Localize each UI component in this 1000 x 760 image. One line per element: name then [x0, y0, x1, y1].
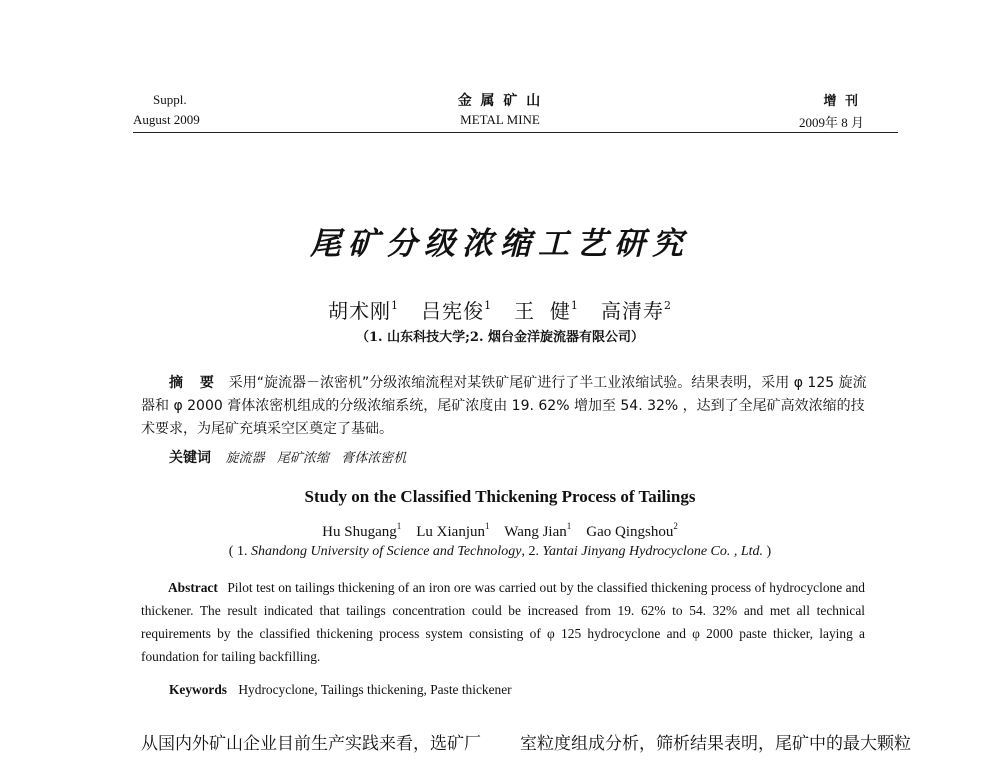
- author-affiliation-mark: 1: [396, 521, 402, 531]
- affiliation-open: ( 1.: [228, 544, 251, 559]
- affiliation-org-1: Shandong University of Science and Technology: [250, 544, 522, 559]
- author-affiliation-mark: 1: [566, 521, 572, 531]
- author-cn: 胡术刚: [328, 299, 392, 323]
- author-list-en: [0, 521, 1000, 541]
- journal-supplement-label: Suppl.: [153, 92, 187, 107]
- author-affiliation-mark: 2: [663, 299, 672, 312]
- keywords-text-cn: 旋流器 尾矿浓缩 膏体浓密机: [225, 451, 407, 466]
- body-column-right: 室粒度组成分析，筛析结果表明，尾矿中的最大颗粒: [520, 734, 911, 754]
- affiliation-cn: （1. 山东科技大学;2. 烟台金洋旋流器有限公司）: [356, 330, 644, 345]
- author-en: Wang Jian: [504, 524, 567, 540]
- author-affiliation-mark: 1: [570, 299, 579, 312]
- keywords-cn: [169, 447, 406, 467]
- abstract-cn: [141, 372, 869, 441]
- journal-issue-date-cn: 2009年 8 月: [798, 115, 864, 130]
- keywords-label-en: Keywords: [169, 682, 228, 697]
- affiliation-org-2: Yantai Jinyang Hydrocyclone Co. , Ltd.: [542, 544, 764, 559]
- author-cn: 王 健: [514, 299, 571, 323]
- author-en: Hu Shugang: [322, 524, 397, 540]
- author-en: Gao Qingshou: [586, 524, 674, 540]
- keywords-en: [169, 682, 512, 698]
- affiliation-separator: , 2.: [521, 544, 543, 559]
- author-list-cn: [0, 295, 1000, 324]
- header-rule: [133, 132, 898, 133]
- author-cn: 高清寿: [600, 299, 664, 323]
- keywords-text-en: Hydrocyclone, Tailings thickening, Paste thickener: [238, 682, 512, 697]
- author-affiliation-mark: 1: [485, 521, 490, 531]
- author-en: Lu Xianjun: [416, 524, 485, 540]
- abstract-en: [141, 576, 865, 668]
- author-cn: 吕宪俊: [421, 299, 485, 323]
- journal-name-en: METAL MINE: [460, 112, 540, 127]
- author-affiliation-mark: 1: [484, 299, 493, 312]
- paper-title-en: Study on the Classified Thickening Process of Tailings: [304, 487, 696, 506]
- journal-issue-date: August 2009: [133, 112, 200, 127]
- keywords-label-cn: 关键词: [169, 450, 211, 466]
- paper-title-cn: 尾矿分级浓缩工艺研究: [310, 226, 690, 262]
- abstract-text-en: Pilot test on tailings thickening of an iron ore was carried out by the classified thickening process of hydrocyclone and thickener. The result indicated that tailings concentration could be increased from 19. 62% to 54. 32% and met all technical requirements by the classified thickening process system consisting of φ 125 hydrocyclone and φ 2000 paste thicker, laying a foundation for tailing backfilling.: [141, 580, 865, 664]
- abstract-label-cn: 摘 要: [169, 375, 220, 391]
- author-affiliation-mark: 1: [391, 299, 400, 312]
- journal-name-cn: 金 属 矿 山: [457, 93, 543, 109]
- abstract-label-en: Abstract: [168, 580, 218, 595]
- body-column-left: 从国内外矿山企业目前生产实践来看，选矿厂: [141, 734, 481, 754]
- author-affiliation-mark: 2: [673, 521, 678, 531]
- affiliation-close: ): [763, 544, 772, 559]
- affiliation-en: [0, 544, 1000, 560]
- journal-supplement-cn: 增 刊: [823, 94, 860, 109]
- abstract-text-cn: 采用“旋流器－浓密机”分级浓缩流程对某铁矿尾矿进行了半工业浓缩试验。结果表明，采用 φ 125 旋流器和 φ 2000 膏体浓密机组成的分级浓缩系统，尾矿浓度由 19. 62% 增加至 54. 32% ，达到了全尾矿高效浓缩的技术要求，为尾矿充填采空区奠定了基础。: [141, 375, 867, 437]
